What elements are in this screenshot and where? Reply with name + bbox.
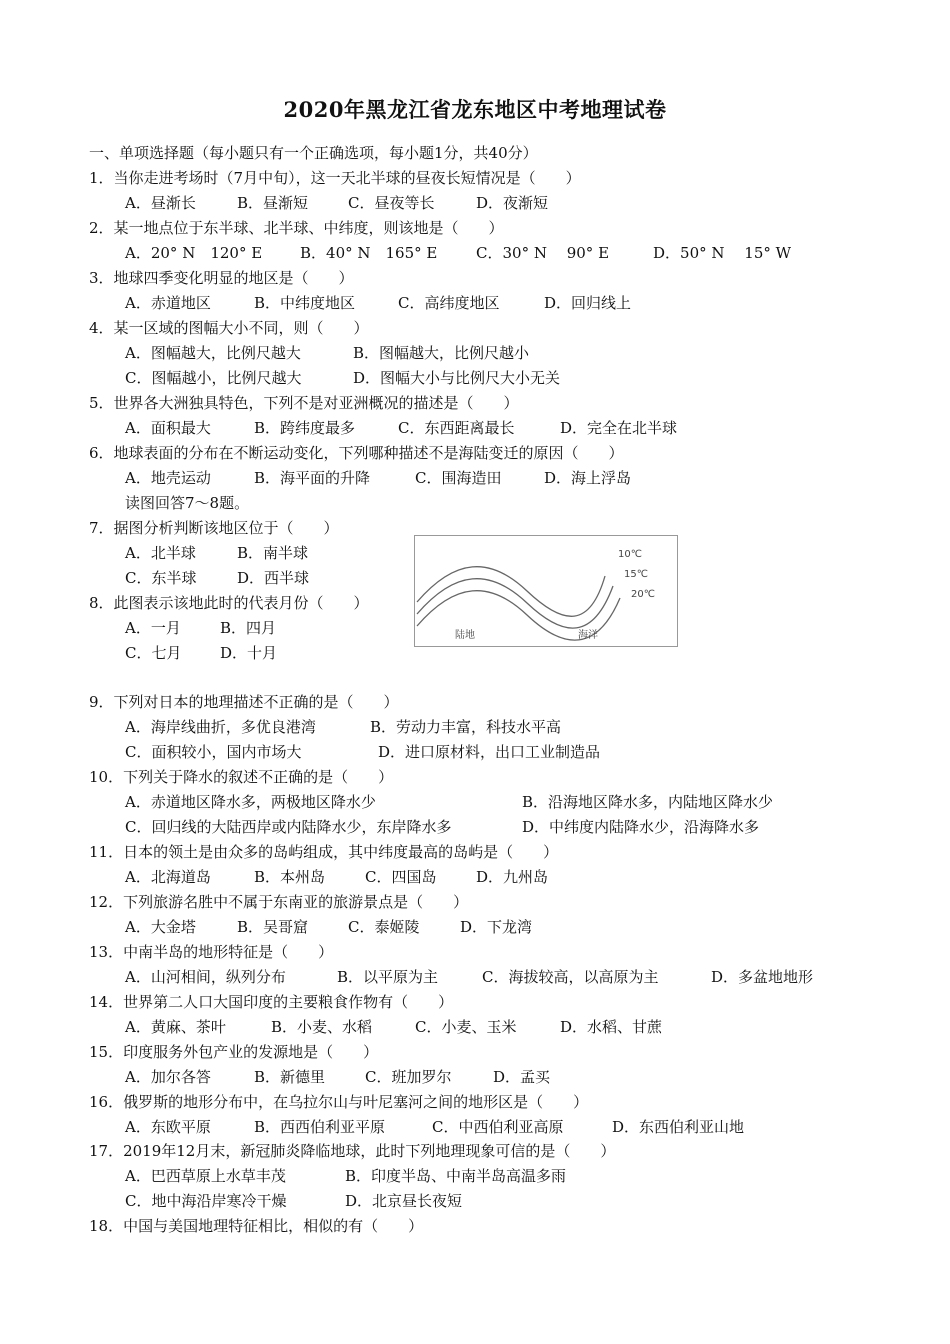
option-a: A．面积最大	[125, 419, 211, 437]
question-5-stem: 5．世界各大洲独具特色，下列不是对亚洲概况的描述是（ ）	[89, 394, 519, 412]
question-3-stem: 3．地球四季变化明显的地区是（ ）	[89, 269, 354, 287]
option-c: C．地中海沿岸寒冷干燥	[125, 1192, 287, 1210]
option-b: B．西西伯利亚平原	[254, 1118, 386, 1136]
option-a: A．大金塔	[125, 918, 196, 936]
isotherm-20-label: 20℃	[631, 589, 655, 600]
option-a: A．赤道地区	[125, 294, 211, 312]
option-a: A．赤道地区降水多，两极地区降水少	[125, 793, 376, 811]
option-c: C．东半球	[125, 569, 197, 587]
option-c: C．图幅越小，比例尺越大	[125, 369, 302, 387]
option-d: D．50° N 15° W	[653, 244, 792, 262]
question-6-stem: 6．地球表面的分布在不断运动变化，下列哪种描述不是海陆变迁的原因（ ）	[89, 444, 624, 462]
option-b: B．40° N 165° E	[300, 244, 438, 262]
isotherm-15-label: 15℃	[624, 569, 648, 580]
question-13-stem: 13．中南半岛的地形特征是（ ）	[89, 943, 334, 961]
option-a: A．地壳运动	[125, 469, 211, 487]
option-a: A．东欧平原	[125, 1118, 211, 1136]
option-b: B．劳动力丰富，科技水平高	[370, 718, 562, 736]
question-9-stem: 9．下列对日本的地理描述不正确的是（ ）	[89, 693, 399, 711]
question-2-stem: 2．某一地点位于东半球、北半球、中纬度，则该地是（ ）	[89, 219, 504, 237]
option-d: D．回归线上	[544, 294, 632, 312]
option-c: C．面积较小，国内市场大	[125, 743, 302, 761]
option-a: A．黄麻、茶叶	[125, 1018, 226, 1036]
option-d: D．九州岛	[476, 868, 549, 886]
isotherm-10	[417, 567, 605, 617]
option-d: D．东西伯利亚山地	[612, 1118, 745, 1136]
option-c: C．昼夜等长	[348, 194, 435, 212]
option-d: D．夜渐短	[476, 194, 549, 212]
option-d: D．多盆地地形	[711, 968, 814, 986]
question-11-stem: 11．日本的领土是由众多的岛屿组成，其中纬度最高的岛屿是（ ）	[89, 843, 559, 861]
option-c: C．小麦、玉米	[415, 1018, 517, 1036]
option-d: D．图幅大小与比例尺大小无关	[353, 369, 561, 387]
option-b: B．中纬度地区	[254, 294, 356, 312]
option-b: B．沿海地区降水多，内陆地区降水少	[522, 793, 774, 811]
question-17-stem: 17．2019年12月末，新冠肺炎降临地球，此时下列地理现象可信的是（ ）	[89, 1142, 616, 1160]
question-14-stem: 14．世界第二人口大国印度的主要粮食作物有（ ）	[89, 993, 454, 1011]
option-b: B．以平原为主	[337, 968, 439, 986]
section-heading: 一、单项选择题（每小题只有一个正确选项，每小题1分，共40分）	[89, 144, 538, 162]
option-b: B．吴哥窟	[237, 918, 309, 936]
option-d: D．中纬度内陆降水少，沿海降水多	[522, 818, 760, 836]
option-a: A．20° N 120° E	[125, 244, 263, 262]
question-10-stem: 10．下列关于降水的叙述不正确的是（ ）	[89, 768, 394, 786]
option-a: A．山河相间，纵列分布	[125, 968, 286, 986]
option-a: A．昼渐长	[125, 194, 196, 212]
option-b: B．跨纬度最多	[254, 419, 356, 437]
option-d: D．海上浮岛	[544, 469, 632, 487]
sea-label: 海洋	[578, 630, 598, 641]
option-c: C．东西距离最长	[398, 419, 515, 437]
option-c: C．回归线的大陆西岸或内陆降水少，东岸降水多	[125, 818, 452, 836]
option-c: C．四国岛	[365, 868, 437, 886]
option-c: C．七月	[125, 644, 182, 662]
option-c: C．海拔较高，以高原为主	[482, 968, 659, 986]
option-c: C．班加罗尔	[365, 1068, 452, 1086]
option-b: B．印度半岛、中南半岛高温多雨	[345, 1167, 567, 1185]
option-d: D．孟买	[493, 1068, 551, 1086]
isotherm-10-label: 10℃	[618, 549, 642, 560]
isotherm-figure	[414, 535, 678, 647]
option-a: A．图幅越大，比例尺越大	[125, 344, 301, 362]
option-c: C．30° N 90° E	[476, 244, 610, 262]
option-d: D．下龙湾	[460, 918, 533, 936]
question-18-stem: 18．中国与美国地理特征相比，相似的有（ ）	[89, 1217, 424, 1235]
question-16-stem: 16．俄罗斯的地形分布中，在乌拉尔山与叶尼塞河之间的地形区是（ ）	[89, 1093, 589, 1111]
option-b: B．本州岛	[254, 868, 326, 886]
isotherm-15	[417, 579, 613, 628]
option-a: A．北海道岛	[125, 868, 211, 886]
option-d: D．进口原材料，出口工业制造品	[378, 743, 601, 761]
option-a: A．加尔各答	[125, 1068, 211, 1086]
question-1-stem: 1．当你走进考场时（7月中旬），这一天北半球的昼夜长短情况是（ ）	[89, 169, 581, 187]
option-d: D．完全在北半球	[560, 419, 678, 437]
option-b: B．昼渐短	[237, 194, 309, 212]
question-4-stem: 4．某一区域的图幅大小不同，则（ ）	[89, 319, 369, 337]
option-c: C．高纬度地区	[398, 294, 500, 312]
option-c: C．围海造田	[415, 469, 502, 487]
question-12-stem: 12．下列旅游名胜中不属于东南亚的旅游景点是（ ）	[89, 893, 469, 911]
option-b: B．南半球	[237, 544, 309, 562]
land-label: 陆地	[455, 630, 475, 641]
option-b: B．海平面的升降	[254, 469, 371, 487]
option-d: D．十月	[220, 644, 278, 662]
option-b: B．小麦、水稻	[271, 1018, 373, 1036]
option-c: C．泰姬陵	[348, 918, 420, 936]
option-d: D．西半球	[237, 569, 310, 587]
option-a: A．海岸线曲折，多优良港湾	[125, 718, 316, 736]
option-a: A．一月	[125, 619, 181, 637]
option-a: A．巴西草原上水草丰茂	[125, 1167, 286, 1185]
option-a: A．北半球	[125, 544, 196, 562]
question-8-stem: 8．此图表示该地此时的代表月份（ ）	[89, 594, 369, 612]
question-7-stem: 7．据图分析判断该地区位于（ ）	[89, 519, 339, 537]
option-b: B．图幅越大，比例尺越小	[353, 344, 530, 362]
read-figure-note: 读图回答7～8题。	[125, 494, 250, 512]
option-b: B．四月	[220, 619, 277, 637]
question-15-stem: 15．印度服务外包产业的发源地是（ ）	[89, 1043, 379, 1061]
option-d: D．北京昼长夜短	[345, 1192, 463, 1210]
option-d: D．水稻、甘蔗	[560, 1018, 663, 1036]
option-c: C．中西伯利亚高原	[432, 1118, 564, 1136]
option-b: B．新德里	[254, 1068, 326, 1086]
exam-title: 2020年黑龙江省龙东地区中考地理试卷	[283, 97, 667, 122]
